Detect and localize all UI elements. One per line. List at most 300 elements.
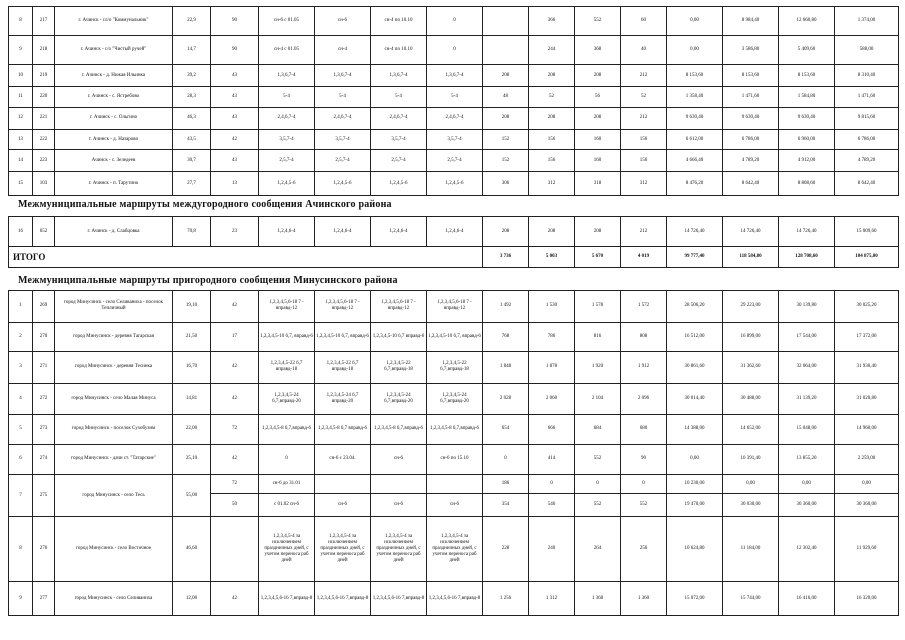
schedule-cell: 1,2,3,4,5-24 6,7,вправд-20 xyxy=(259,383,315,415)
trips-cell: 2 028 xyxy=(483,383,529,415)
mileage-cell: 9 630,40 xyxy=(723,107,779,129)
trips-cell: 768 xyxy=(483,322,529,351)
trips-cell: 208 xyxy=(483,107,529,129)
route-name: город Минусинск - дачи ст. "Татарские" xyxy=(55,444,173,475)
mileage-cell: 15 009,60 xyxy=(835,217,899,247)
mileage-cell: 30 014,40 xyxy=(667,383,723,415)
route-name: город Минусинск - село Селиваниха - поселок Тепличный xyxy=(55,291,173,323)
route-days: 42 xyxy=(211,129,259,149)
route-length: 46,60 xyxy=(173,517,211,582)
trips-cell: 666 xyxy=(529,415,575,444)
trips-cell: 414 xyxy=(529,444,575,475)
schedule-cell: сн-6 с 23.04. xyxy=(315,444,371,475)
schedule-cell: 1,2,3,4,5-24 6,7,вправд-20 xyxy=(371,383,427,415)
trips-cell: 1 492 xyxy=(483,291,529,323)
schedule-cell: 1,2,3,4,5,6-16 7,вправд-8 xyxy=(315,582,371,616)
trips-cell: 786 xyxy=(529,322,575,351)
route-number: 222 xyxy=(33,129,55,149)
trips-cell: 40 xyxy=(621,36,667,65)
trips-cell: 244 xyxy=(529,36,575,65)
schedule-cell: 0 xyxy=(259,444,315,475)
route-number: 217 xyxy=(33,7,55,36)
mileage-cell: 14 726,40 xyxy=(723,217,779,247)
schedule-cell: 1,2,3,4,5-22 6,7 вправд-18 xyxy=(259,351,315,383)
route-length: 30,7 xyxy=(173,150,211,172)
mileage-cell: 30 360,00 xyxy=(835,493,899,516)
schedule-cell: 2,5,7-4 xyxy=(427,150,483,172)
route-length: 39,2 xyxy=(173,65,211,87)
trips-cell: 1 572 xyxy=(621,291,667,323)
schedule-cell: 1,2,4,6-4 xyxy=(259,217,315,247)
mileage-cell: 31 020,80 xyxy=(835,383,899,415)
row-number: 3 xyxy=(9,351,33,383)
mileage-cell: 8 808,60 xyxy=(779,172,835,196)
mileage-cell: 9 815,60 xyxy=(835,107,899,129)
schedule-cell: 1,2,3,4,5-24 6,7,вправд-20 xyxy=(427,383,483,415)
route-number: 221 xyxy=(33,107,55,129)
mileage-cell: 8 642,40 xyxy=(835,172,899,196)
route-name: город Минусинск - деревня Тагарская xyxy=(55,322,173,351)
mileage-cell: 0,00 xyxy=(667,444,723,475)
mileage-cell: 14 652,00 xyxy=(723,415,779,444)
route-name: город Минусинск - село Малая Минуса xyxy=(55,383,173,415)
trips-cell: 552 xyxy=(575,493,621,516)
route-number: 274 xyxy=(33,444,55,475)
route-length: 22,9 xyxy=(173,7,211,36)
table-row xyxy=(9,217,899,247)
schedule-cell: 1,2,4,6-4 xyxy=(371,217,427,247)
trips-cell: 552 xyxy=(621,493,667,516)
trips-cell: 240 xyxy=(529,517,575,582)
route-days: 43 xyxy=(211,107,259,129)
mileage-cell: 14 388,00 xyxy=(667,415,723,444)
route-number: 276 xyxy=(33,517,55,582)
row-number: 5 xyxy=(9,415,33,444)
trips-cell: 228 xyxy=(483,517,529,582)
route-days: 50 xyxy=(211,493,259,516)
mileage-cell: 12 302,40 xyxy=(779,517,835,582)
total-value: 99 777,40 xyxy=(667,247,723,268)
route-length: 70,8 xyxy=(173,217,211,247)
schedule-cell: 1,2,3,4,5-8 6,7,вправд-6 xyxy=(371,415,427,444)
route-number: 103 xyxy=(33,172,55,196)
schedule-cell: 1,2,3,4,5-4 за исключением праздничных дней, с учетом переноса раб дней xyxy=(427,517,483,582)
row-number: 10 xyxy=(9,65,33,87)
mileage-cell: 30 360,00 xyxy=(779,493,835,516)
trips-cell: 208 xyxy=(575,65,621,87)
trips-cell: 208 xyxy=(575,107,621,129)
trips-cell: 264 xyxy=(575,517,621,582)
mileage-cell: 1 584,80 xyxy=(779,87,835,107)
total-row xyxy=(9,247,899,268)
routes-table-achinsk xyxy=(8,6,899,196)
schedule-cell: 1,2,3,4,5-10 6,7, вправд-6 xyxy=(427,322,483,351)
schedule-cell: 2,5,7-4 xyxy=(315,150,371,172)
mileage-cell: 6 612,00 xyxy=(667,129,723,149)
trips-cell: 212 xyxy=(621,107,667,129)
trips-cell: 1 912 xyxy=(621,351,667,383)
mileage-cell: 1 471,60 xyxy=(723,87,779,107)
mileage-cell: 13 855,20 xyxy=(779,444,835,475)
route-name: г. Ачинск - п. Тарутино xyxy=(55,172,173,196)
table-row xyxy=(9,291,899,323)
mileage-cell: 11 184,00 xyxy=(723,517,779,582)
schedule-cell: 1,2,4,5-6 xyxy=(259,172,315,196)
trips-cell: 318 xyxy=(575,172,621,196)
trips-cell: 156 xyxy=(621,129,667,149)
mileage-cell: 4 789,20 xyxy=(835,150,899,172)
total-value: 104 875,00 xyxy=(835,247,899,268)
mileage-cell: 0,00 xyxy=(723,475,779,494)
mileage-cell: 11 929,60 xyxy=(835,517,899,582)
schedule-cell: сн-6 по 15.10 xyxy=(427,444,483,475)
route-number: 269 xyxy=(33,291,55,323)
mileage-cell: 0,00 xyxy=(835,475,899,494)
route-name: город Минусинск - деревня Тесинка xyxy=(55,351,173,383)
row-number: 1 xyxy=(9,291,33,323)
row-number: 12 xyxy=(9,107,33,129)
trips-cell: 546 xyxy=(529,493,575,516)
trips-cell: 1 312 xyxy=(529,582,575,616)
row-number: 11 xyxy=(9,87,33,107)
route-name: г. Ачинск - д. Назарово xyxy=(55,129,173,149)
schedule-cell: 2,4,6,7-4 xyxy=(315,107,371,129)
mileage-cell: 1 358,40 xyxy=(667,87,723,107)
route-days: 42 xyxy=(211,351,259,383)
route-days: 42 xyxy=(211,582,259,616)
schedule-cell: 1,3,6,7-4 xyxy=(259,65,315,87)
route-number: 271 xyxy=(33,351,55,383)
schedule-cell: 1,2,4,5-6 xyxy=(427,172,483,196)
route-days: 72 xyxy=(211,475,259,494)
section-title-suburban: Межмуниципальные маршруты пригородного сообщения Минусинского района xyxy=(18,275,398,286)
route-number: 219 xyxy=(33,65,55,87)
trips-cell: 156 xyxy=(529,129,575,149)
trips-cell: 808 xyxy=(621,322,667,351)
mileage-cell: 19 470,00 xyxy=(667,493,723,516)
trips-cell: 0 xyxy=(529,475,575,494)
row-number: 8 xyxy=(9,7,33,36)
trips-cell: 680 xyxy=(621,415,667,444)
route-number: 275 xyxy=(33,475,55,517)
route-name: г. Ачинск - с. Ястребово xyxy=(55,87,173,107)
route-length: 16,70 xyxy=(173,351,211,383)
schedule-cell: 2,4,6,7-4 xyxy=(427,107,483,129)
route-name: г. Ачинск - с/о "Чистый ручей" xyxy=(55,36,173,65)
trips-cell: 2 096 xyxy=(621,383,667,415)
schedule-cell: 1,2,3,4,5-24 6,7 вправд-20 xyxy=(315,383,371,415)
route-days: 72 xyxy=(211,415,259,444)
schedule-cell: 1,2,3,4,5-8 6,7,вправд-6 xyxy=(259,415,315,444)
total-value: 4 019 xyxy=(621,247,667,268)
mileage-cell: 30 025,20 xyxy=(835,291,899,323)
trips-cell: 366 xyxy=(529,7,575,36)
schedule-cell: сн-6 xyxy=(371,493,427,516)
mileage-cell: 16 320,00 xyxy=(835,582,899,616)
trips-cell: 90 xyxy=(621,444,667,475)
schedule-cell: 3,5,7-4 xyxy=(259,129,315,149)
route-days: 42 xyxy=(211,444,259,475)
row-number: 14 xyxy=(9,150,33,172)
trips-cell: 156 xyxy=(621,150,667,172)
trips-cell: 208 xyxy=(483,217,529,247)
mileage-cell: 10 230,00 xyxy=(667,475,723,494)
trips-cell: 306 xyxy=(483,172,529,196)
total-value: 5 003 xyxy=(529,247,575,268)
trips-cell: 1 368 xyxy=(575,582,621,616)
trips-cell: 208 xyxy=(483,65,529,87)
route-name: г. Ачинск - с. Ольгино xyxy=(55,107,173,129)
trips-cell: 208 xyxy=(575,217,621,247)
mileage-cell: 16 899,00 xyxy=(723,322,779,351)
table-row xyxy=(9,383,899,415)
route-length: 43,5 xyxy=(173,129,211,149)
schedule-cell: 1,2,3,4,5-8 6,7 вправд-6 xyxy=(315,415,371,444)
route-length: 21,50 xyxy=(173,322,211,351)
route-name: город Минусинск - село Тесь xyxy=(55,475,173,517)
mileage-cell: 8 153,60 xyxy=(723,65,779,87)
route-length: 14,81 xyxy=(173,383,211,415)
route-number: 272 xyxy=(33,383,55,415)
schedule-cell: 0 xyxy=(427,7,483,36)
trips-cell: 256 xyxy=(621,517,667,582)
route-length: 22,00 xyxy=(173,415,211,444)
trips-cell: 0 xyxy=(483,444,529,475)
trips-cell: 1 578 xyxy=(575,291,621,323)
trips-cell: 212 xyxy=(621,65,667,87)
route-days: 43 xyxy=(211,87,259,107)
route-name: г. Ачинск - д. Слабцовка xyxy=(55,217,173,247)
schedule-cell: 1,2,4,6-4 xyxy=(427,217,483,247)
mileage-cell: 8 984,40 xyxy=(723,7,779,36)
trips-cell: 160 xyxy=(575,150,621,172)
schedule-cell: 1,2,3,4,5,6-18 7 - вправд-12 xyxy=(315,291,371,323)
route-name: город Минусинск - село Восточное xyxy=(55,517,173,582)
mileage-cell: 17 372,00 xyxy=(835,322,899,351)
trips-cell: 52 xyxy=(529,87,575,107)
table-row xyxy=(9,65,899,87)
schedule-cell: 1,2,3,4,5,6-18 7 - вправд-12 xyxy=(427,291,483,323)
row-number: 4 xyxy=(9,383,33,415)
schedule-cell xyxy=(315,475,371,494)
mileage-cell: 30 139,80 xyxy=(779,291,835,323)
schedule-cell: 1,2,3,4,5,6-18 7 - вправд-12 xyxy=(259,291,315,323)
schedule-cell: сн-6 до 31.01 xyxy=(259,475,315,494)
table-row xyxy=(9,582,899,616)
schedule-cell: 1,2,3,4,5,6-18 7 - вправд-12 xyxy=(371,291,427,323)
trips-cell: 368 xyxy=(575,36,621,65)
mileage-cell: 14 960,00 xyxy=(835,415,899,444)
route-number: 277 xyxy=(33,582,55,616)
mileage-cell: 8 642,40 xyxy=(723,172,779,196)
route-days: 90 xyxy=(211,36,259,65)
mileage-cell: 28 506,20 xyxy=(667,291,723,323)
schedule-cell: 1,2,3,4,5,6-16 7,вправд-8 xyxy=(371,582,427,616)
schedule-cell: 1,2,3,4,5,6-16 7,вправд-8 xyxy=(427,582,483,616)
trips-cell: 208 xyxy=(529,217,575,247)
schedule-cell: 5-4 xyxy=(427,87,483,107)
schedule-cell: 1,2,3,4,5-4 за исключением праздничных дней, с учетом переноса раб дней xyxy=(259,517,315,582)
mileage-cell: 10 624,80 xyxy=(667,517,723,582)
mileage-cell: 16 416,00 xyxy=(779,582,835,616)
schedule-cell: 1,2,3,4,5-22 6,7 вправд-18 xyxy=(315,351,371,383)
mileage-cell: 0,00 xyxy=(779,475,835,494)
schedule-cell: 2,5,7-4 xyxy=(259,150,315,172)
trips-cell: 684 xyxy=(575,415,621,444)
schedule-cell: 1,3,6,7-4 xyxy=(371,65,427,87)
trips-cell: 2 104 xyxy=(575,383,621,415)
schedule-cell: 2,4,6,7-4 xyxy=(371,107,427,129)
mileage-cell: 8 476,20 xyxy=(667,172,723,196)
schedule-cell: 1,2,3,4,5-4 за исключением праздничных дней, с учетом переноса раб дней xyxy=(371,517,427,582)
schedule-cell: сн-6 xyxy=(427,493,483,516)
row-number: 8 xyxy=(9,517,33,582)
schedule-cell: 5-4 xyxy=(259,87,315,107)
schedule-cell xyxy=(371,475,427,494)
trips-cell: 60 xyxy=(621,7,667,36)
schedule-cell: 0 xyxy=(427,36,483,65)
route-days xyxy=(211,517,259,582)
schedule-cell: сн-4 с 01.05 xyxy=(259,36,315,65)
table-row xyxy=(9,475,899,494)
mileage-cell: 5 409,60 xyxy=(779,36,835,65)
mileage-cell: 1 471,60 xyxy=(835,87,899,107)
trips-cell xyxy=(483,7,529,36)
route-length: 27,7 xyxy=(173,172,211,196)
mileage-cell: 1 374,00 xyxy=(835,7,899,36)
schedule-cell: 1,2,4,5-6 xyxy=(315,172,371,196)
schedule-cell: 1,2,3,4,5,6-16 7,вправд-8 xyxy=(259,582,315,616)
route-days: 90 xyxy=(211,7,259,36)
schedule-cell: с 01.02 сн-6 xyxy=(259,493,315,516)
schedule-cell: сн-6 xyxy=(315,493,371,516)
route-days: 13 xyxy=(211,172,259,196)
trips-cell: 152 xyxy=(483,150,529,172)
trips-cell: 354 xyxy=(483,493,529,516)
mileage-cell: 9 630,40 xyxy=(779,107,835,129)
schedule-cell: 1,2,3,4,5-4 за исключением праздничных дней, с учетом переноса раб дней xyxy=(315,517,371,582)
route-days: 43 xyxy=(211,65,259,87)
schedule-cell: 3,5,7-4 xyxy=(371,129,427,149)
trips-cell: 1 360 xyxy=(621,582,667,616)
schedule-cell: 1,3,6,7-4 xyxy=(427,65,483,87)
table-row xyxy=(9,322,899,351)
mileage-cell: 14 726,40 xyxy=(779,217,835,247)
mileage-cell: 588,00 xyxy=(835,36,899,65)
mileage-cell: 31 362,60 xyxy=(723,351,779,383)
trips-cell: 208 xyxy=(529,107,575,129)
total-value: 118 584,80 xyxy=(723,247,779,268)
table-row xyxy=(9,150,899,172)
route-name: город Минусинск - село Селиваниха xyxy=(55,582,173,616)
schedule-cell: сн-4 по 10.10 xyxy=(371,36,427,65)
row-number: 15 xyxy=(9,172,33,196)
mileage-cell: 6 786,00 xyxy=(723,129,779,149)
total-value: 128 708,60 xyxy=(779,247,835,268)
trips-cell: 1 848 xyxy=(483,351,529,383)
mileage-cell: 4 912,00 xyxy=(779,150,835,172)
route-length: 12,00 xyxy=(173,582,211,616)
trips-cell: 56 xyxy=(575,87,621,107)
table-row xyxy=(9,107,899,129)
mileage-cell: 12 660,80 xyxy=(779,7,835,36)
row-number: 2 xyxy=(9,322,33,351)
route-number: 270 xyxy=(33,322,55,351)
mileage-cell: 15 744,00 xyxy=(723,582,779,616)
trips-cell: 1 878 xyxy=(529,351,575,383)
schedule-cell: 2,5,7-4 xyxy=(371,150,427,172)
row-number: 9 xyxy=(9,36,33,65)
trips-cell: 152 xyxy=(483,129,529,149)
mileage-cell: 15 048,00 xyxy=(779,415,835,444)
trips-cell: 186 xyxy=(483,475,529,494)
mileage-cell: 8 153,60 xyxy=(779,65,835,87)
schedule-cell: 3,5,7-4 xyxy=(427,129,483,149)
route-number: 218 xyxy=(33,36,55,65)
routes-table-minusinsk xyxy=(8,290,899,616)
mileage-cell: 31 139,20 xyxy=(779,383,835,415)
route-days: 42 xyxy=(211,383,259,415)
mileage-cell: 16 512,00 xyxy=(667,322,723,351)
total-value: 3 736 xyxy=(483,247,529,268)
mileage-cell: 4 666,40 xyxy=(667,150,723,172)
trips-cell: 156 xyxy=(529,150,575,172)
total-label: ИТОГО xyxy=(9,247,483,268)
trips-cell: 160 xyxy=(575,129,621,149)
mileage-cell: 30 030,00 xyxy=(723,493,779,516)
schedule-cell xyxy=(427,475,483,494)
table-row xyxy=(9,517,899,582)
trips-cell: 52 xyxy=(621,87,667,107)
trips-cell: 208 xyxy=(529,65,575,87)
table-row xyxy=(9,444,899,475)
trips-cell: 48 xyxy=(483,87,529,107)
mileage-cell: 8 153,60 xyxy=(667,65,723,87)
total-value: 5 670 xyxy=(575,247,621,268)
schedule-cell: 5-4 xyxy=(315,87,371,107)
mileage-cell: 6 786,00 xyxy=(835,129,899,149)
trips-cell: 1 530 xyxy=(529,291,575,323)
route-days: 17 xyxy=(211,322,259,351)
trips-cell: 816 xyxy=(575,322,621,351)
trips-cell: 212 xyxy=(621,217,667,247)
schedule-cell: 2,4,6,7-4 xyxy=(259,107,315,129)
route-name: Ачинск - с. Зеледеев xyxy=(55,150,173,172)
table-row xyxy=(9,7,899,36)
schedule-cell: сн-6 xyxy=(315,7,371,36)
mileage-cell: 31 930,40 xyxy=(835,351,899,383)
schedule-cell: 1,2,3,4,5-22 6,7,вправд-18 xyxy=(371,351,427,383)
route-name: г. Ачинск - д. Нижая Ильинка xyxy=(55,65,173,87)
route-name: город Минусинск - поселок Сухобузим xyxy=(55,415,173,444)
trips-cell: 312 xyxy=(621,172,667,196)
schedule-cell: 1,2,3,4,5-10 6,7 вправд-6 xyxy=(371,322,427,351)
schedule-cell: 1,2,4,5-6 xyxy=(371,172,427,196)
mileage-cell: 2 259,00 xyxy=(835,444,899,475)
mileage-cell: 30 488,00 xyxy=(723,383,779,415)
row-number: 6 xyxy=(9,444,33,475)
mileage-cell: 0,00 xyxy=(667,36,723,65)
trips-cell: 2 060 xyxy=(529,383,575,415)
trips-cell: 1 920 xyxy=(575,351,621,383)
row-number: 16 xyxy=(9,217,33,247)
row-number: 7 xyxy=(9,475,33,517)
schedule-cell: 1,2,4,6-4 xyxy=(315,217,371,247)
route-length: 19,10 xyxy=(173,291,211,323)
mileage-cell: 10 391,40 xyxy=(723,444,779,475)
trips-cell: 0 xyxy=(621,475,667,494)
table-row xyxy=(9,351,899,383)
